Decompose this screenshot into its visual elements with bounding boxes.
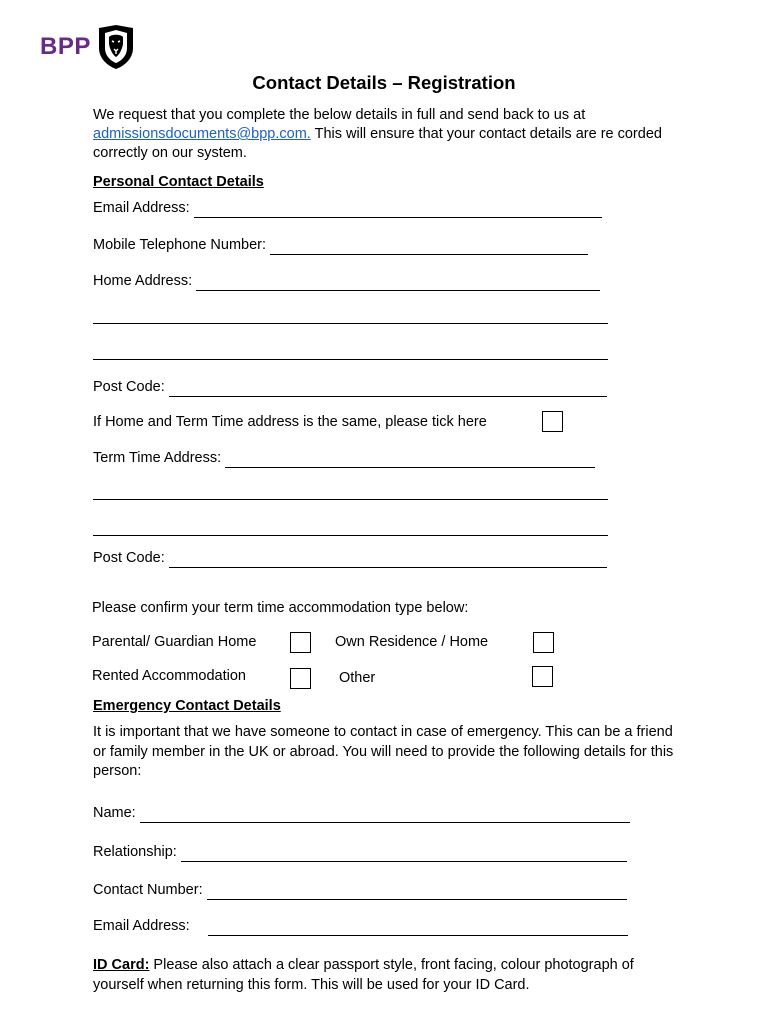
- home-address-line-3[interactable]: [93, 359, 608, 360]
- emergency-contact-heading: Emergency Contact Details: [93, 698, 281, 714]
- mobile-label: Mobile Telephone Number:: [93, 237, 267, 253]
- emergency-relationship-label: Relationship:: [93, 844, 177, 860]
- option-parental-label: Parental/ Guardian Home: [92, 634, 257, 650]
- emergency-relationship-line[interactable]: [181, 847, 627, 862]
- home-address-line[interactable]: [196, 276, 600, 291]
- term-address-line[interactable]: [225, 453, 595, 468]
- term-address-label: Term Time Address:: [93, 450, 222, 466]
- emergency-email-label: Email Address:: [93, 918, 190, 934]
- post-code-line[interactable]: [169, 382, 607, 397]
- emergency-contact-number-line[interactable]: [207, 885, 627, 900]
- post-code-field[interactable]: [93, 378, 607, 397]
- email-label: Email Address:: [93, 200, 190, 216]
- term-address-line-2[interactable]: [93, 499, 608, 500]
- emergency-contact-number-field[interactable]: [93, 881, 627, 900]
- same-address-label: If Home and Term Time address is the same, please tick here: [93, 414, 487, 430]
- post-code-label: Post Code:: [93, 379, 165, 395]
- personal-contact-heading: Personal Contact Details: [93, 174, 264, 190]
- intro-paragraph: [93, 106, 693, 163]
- option-other-checkbox[interactable]: [532, 666, 553, 687]
- id-card-heading: ID Card:: [93, 957, 150, 973]
- page-title: Contact Details – Registration: [252, 72, 516, 93]
- emergency-name-line[interactable]: [140, 808, 630, 823]
- bpp-logo: [40, 24, 135, 70]
- term-post-code-label: Post Code:: [93, 550, 165, 566]
- intro-text-after: This will ensure that your contact details are re corded correctly on our system.: [93, 126, 662, 161]
- logo-text: BPP: [40, 33, 91, 60]
- id-card-paragraph: [93, 956, 673, 995]
- option-other-label: Other: [339, 670, 376, 686]
- term-post-code-line[interactable]: [169, 553, 607, 568]
- id-card-text: Please also attach a clear passport style, front facing, colour photograph of yourself when returning this form. This will be used for your ID Card.: [93, 957, 634, 993]
- accommodation-prompt: Please confirm your term time accommodation type below:: [92, 600, 469, 616]
- option-rented-label: Rented Accommodation: [92, 668, 246, 684]
- mobile-field[interactable]: [93, 236, 588, 255]
- emergency-name-label: Name:: [93, 805, 136, 821]
- home-address-field[interactable]: [93, 272, 600, 291]
- home-address-line-2[interactable]: [93, 323, 608, 324]
- email-field[interactable]: [93, 199, 602, 218]
- mobile-line[interactable]: [270, 240, 588, 255]
- option-own-residence-label: Own Residence / Home: [335, 634, 489, 650]
- emergency-contact-number-label: Contact Number:: [93, 882, 203, 898]
- intro-text-before: We request that you complete the below details in full and send back to us at: [93, 107, 586, 123]
- same-address-checkbox[interactable]: [542, 411, 563, 432]
- emergency-email-field[interactable]: [93, 917, 628, 936]
- home-address-label: Home Address:: [93, 273, 193, 289]
- emergency-relationship-field[interactable]: [93, 843, 627, 862]
- option-own-residence-checkbox[interactable]: [533, 632, 554, 653]
- option-rented-checkbox[interactable]: [290, 668, 311, 689]
- lion-shield-icon: [97, 24, 135, 70]
- term-address-line-3[interactable]: [93, 535, 608, 536]
- emergency-email-line[interactable]: [208, 921, 628, 936]
- admissions-email-link[interactable]: admissionsdocuments@bpp.com.: [93, 126, 311, 142]
- emergency-description: It is important that we have someone to contact in case of emergency. This can be a friend or family member in the UK or abroad. You will need to provide the following details for this person:: [93, 724, 674, 779]
- emergency-name-field[interactable]: [93, 804, 630, 823]
- option-parental-checkbox[interactable]: [290, 632, 311, 653]
- term-post-code-field[interactable]: [93, 549, 607, 568]
- term-address-field[interactable]: [93, 449, 595, 468]
- email-line[interactable]: [194, 203, 602, 218]
